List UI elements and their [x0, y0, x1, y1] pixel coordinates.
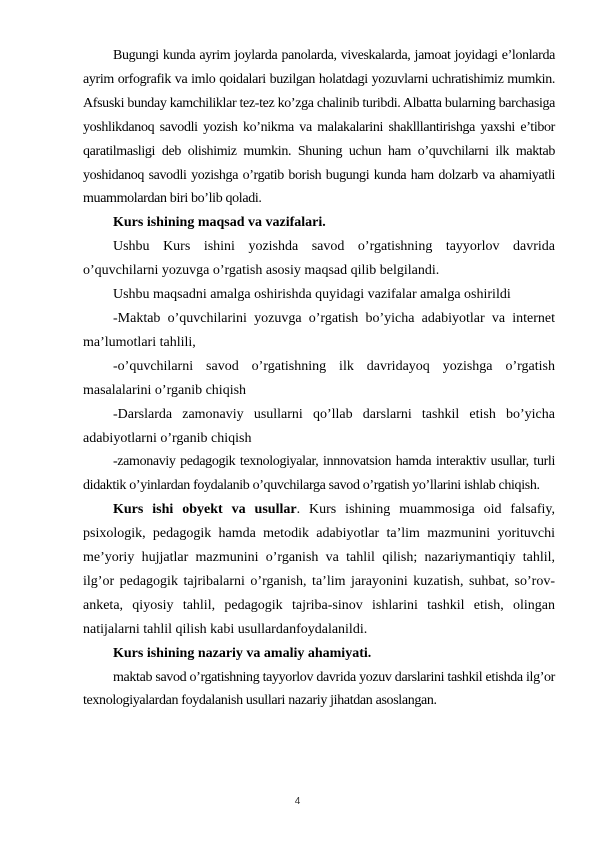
- methods-heading: Kurs ishi obyekt va usullar: [113, 502, 297, 518]
- section-heading-goals: Kurs ishining maqsad va vazifalari.: [113, 215, 326, 231]
- intro-paragraph: Bugungi kunda ayrim joylarda panolarda, viveskalarda, jamoat joyidagi e’lonlarda ayrim orfografik va imlo qoidalari buzilgan holatdagi yozuvlarni uchratishimiz mumkin. Afsuski bunday kamchiliklar tez-tez ko’zga chalinib turibdi. Albatta bularning barchasiga yoshlikdanoq savodli yozish ko’nikma va malakalarini shaklllantirishga yaxshi e’tibor qaratilmasligi deb olishimiz mumkin. Shuning uchun ham o’quvchilarni ilk maktab yoshidanoq savodli yozishga o’rgatib borish bugungi kunda ham dolzarb va ahamiyatli muammolardan biri bo’lib qoladi.: [83, 48, 555, 207]
- task-item-1: -Maktab o’quvchilarini yozuvga o’rgatish bo’yicha adabiyotlar va internet ma’lumotlari tahlili,: [83, 310, 555, 350]
- document-body: [83, 44, 555, 713]
- goal-paragraph: Ushbu Kurs ishini yozishda savod o’rgatishning tayyorlov davrida o’quvchilarni yozuvga o’rgatish asosiy maqsad qilib belgilandi.: [83, 239, 555, 279]
- task-item-4: -zamonaviy pedagogik texnologiyalar, innnovatsion hamda interaktiv usullar, turli didaktik o’yinlardan foydalanib o’quvchilarga savod o’rgatish yo’llarini ishlab chiqish.: [83, 454, 555, 494]
- significance-paragraph: maktab savod o’rgatishning tayyorlov davrida yozuv darslarini tashkil etishda ilg’or texnologiyalardan foydalanish usullari nazariy jihatdan asoslangan.: [83, 669, 555, 709]
- section-heading-significance: Kurs ishining nazariy va amaliy ahamiyati.: [113, 645, 372, 661]
- task-item-3: -Darslarda zamonaviy usullarni qo’llab darslarni tashkil etish bo’yicha adabiyotlarni o’rganib chiqish: [83, 406, 555, 446]
- tasks-intro: Ushbu maqsadni amalga oshirishda quyidagi vazifalar amalga oshirildi: [113, 287, 511, 303]
- methods-text: . Kurs ishining muammosiga oid falsafiy, psixologik, pedagogik hamda metodik adabiyotlar ta’lim mazmunini yorituvchi me’yoriy hujjatlar mazmunini o’rganish va tahlil qilish; nazariymantiqiy tahlil, ilg’or pedagogik tajribalarni o’rganish, ta’lim jarayonini kuzatish, suhbat, so’rov-anketa, qiyosiy tahlil, pedagogik tajriba-sinov ishlarini tashkil etish, olingan natijalarni tahlil qilish kabi usullardanfoydalanildi.: [83, 502, 555, 637]
- page-number: 4: [294, 796, 301, 807]
- methods-paragraph: [83, 498, 555, 641]
- task-item-2: -o’quvchilarni savod o’rgatishning ilk davridayoq yozishga o’rgatish masalalarini o’rganib chiqish: [83, 358, 555, 398]
